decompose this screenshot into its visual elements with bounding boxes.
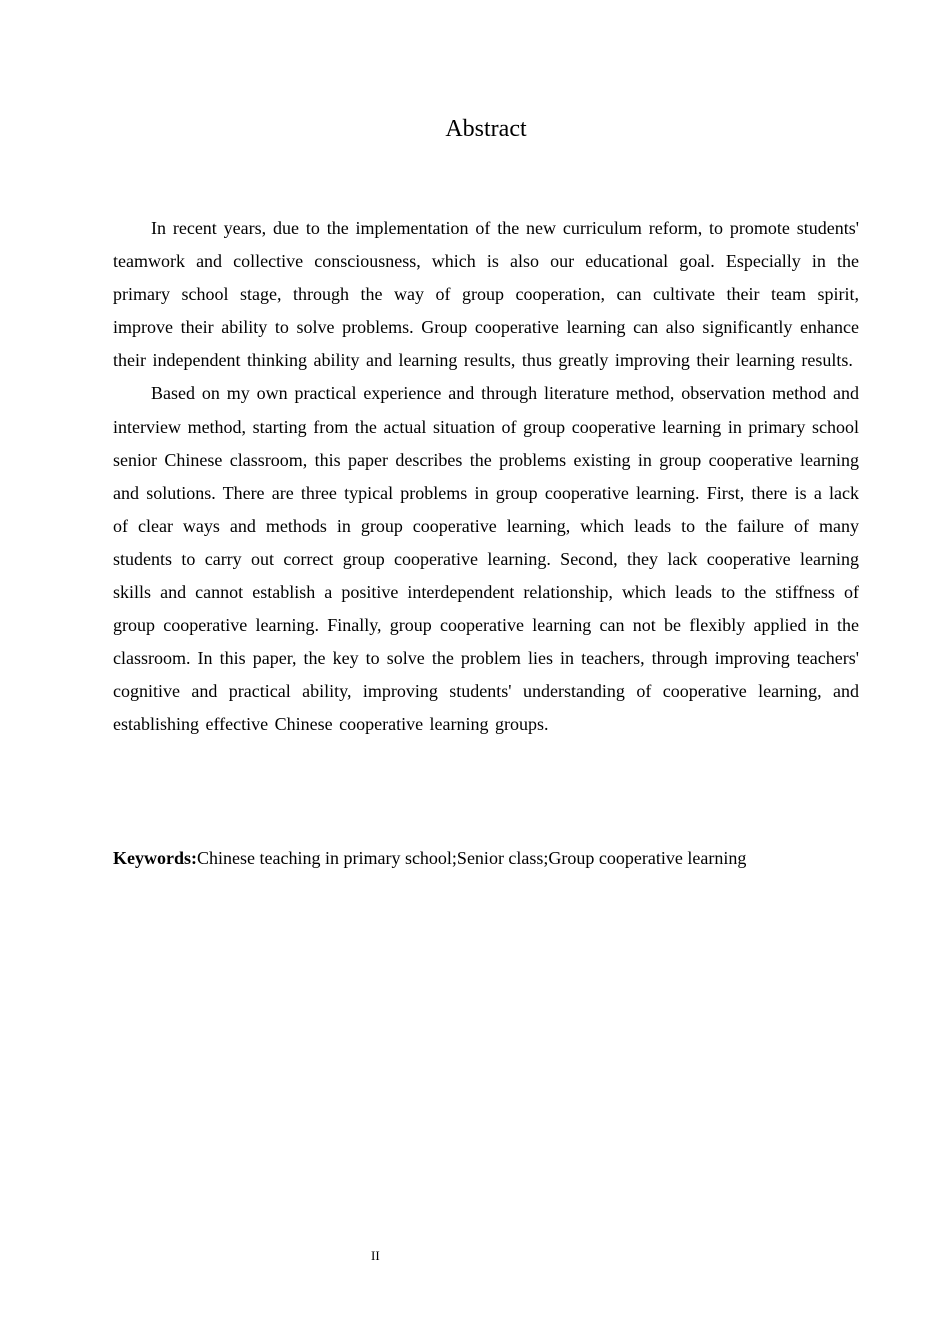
abstract-title: Abstract: [445, 116, 527, 142]
keywords-label: Keywords:: [113, 848, 197, 868]
keywords-line: [113, 843, 873, 873]
keywords-text: Chinese teaching in primary school;Senior class;Group cooperative learning: [197, 848, 747, 868]
abstract-paragraph-1: In recent years, due to the implementation of the new curriculum reform, to promote students' teamwork and collective consciousness, which is also our educational goal. Especially in the primary school stage, through the way of group cooperation, can cultivate their team spirit, improve their ability to solve problems. Group cooperative learning can also significantly enhance their independent thinking ability and learning results, thus greatly improving their learning results.: [113, 218, 859, 371]
abstract-body: [113, 212, 859, 742]
page-number: II: [371, 1248, 380, 1263]
abstract-paragraph-2: Based on my own practical experience and through literature method, observation method and interview method, starting from the actual situation of group cooperative learning in primary school senior Chinese classroom, this paper describes the problems existing in group cooperative learning and solutions. There are three typical problems in group cooperative learning. First, there is a lack of clear ways and methods in group cooperative learning, which leads to the failure of many students to carry out correct group cooperative learning. Second, they lack cooperative learning skills and cannot establish a positive interdependent relationship, which leads to the stiffness of group cooperative learning. Finally, group cooperative learning can not be flexibly applied in the classroom. In this paper, the key to solve the problem lies in teachers, through improving teachers' cognitive and practical ability, improving students' understanding of cooperative learning, and establishing effective Chinese cooperative learning groups.: [113, 383, 859, 735]
